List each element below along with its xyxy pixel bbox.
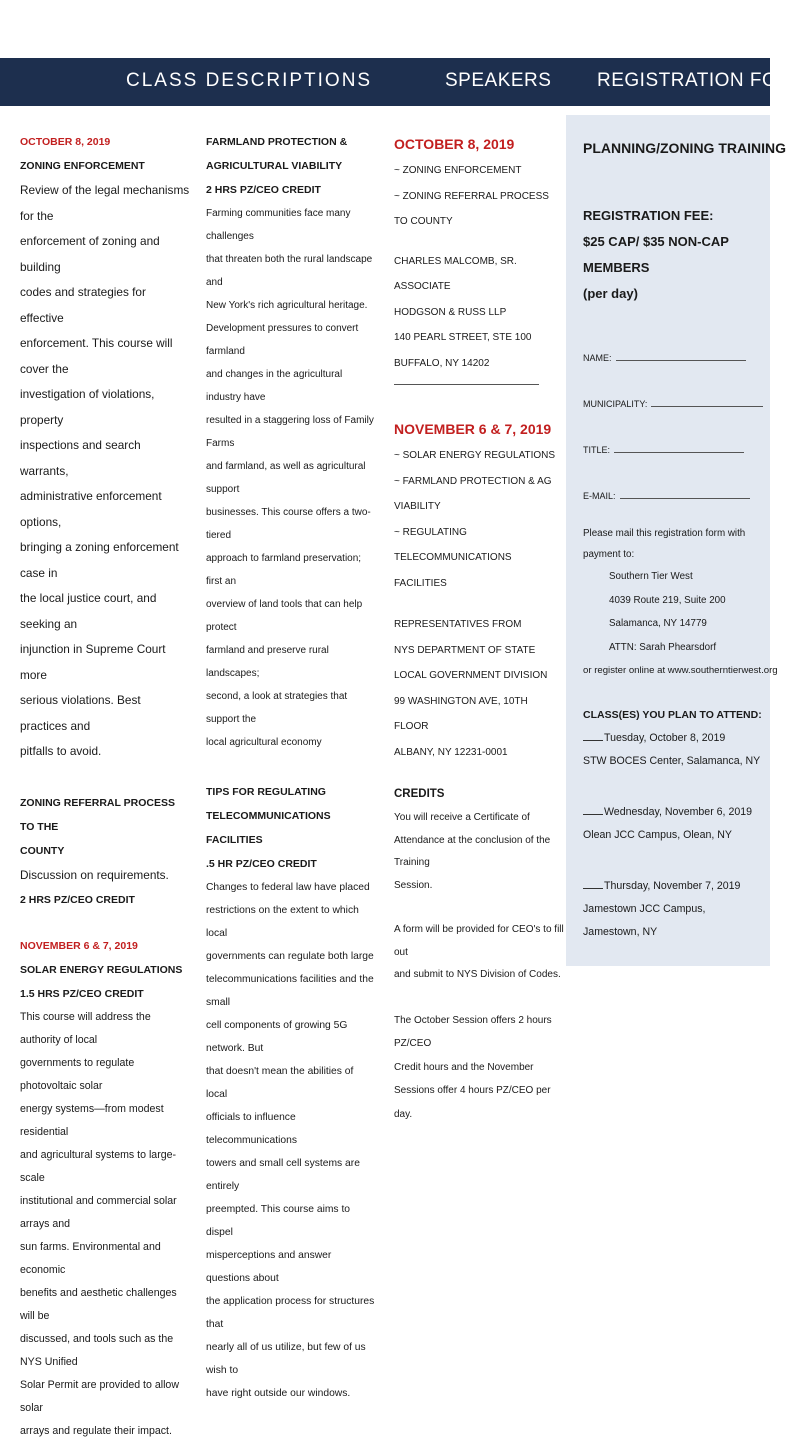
class-descriptions-heading: CLASS DESCRIPTIONS — [126, 70, 373, 91]
speakers-november-topics: ~ SOLAR ENERGY REGULATIONS ~ FARMLAND PROTECTION & AG VIABILITY ~ REGULATING TELECOMMUNICATIONS FACILITIES — [394, 450, 556, 589]
session-option-nov-7[interactable] — [583, 875, 763, 944]
speakers-heading: SPEAKERS — [445, 70, 552, 91]
session-option-nov-6[interactable] — [583, 801, 763, 847]
credits-hours-text: The October Session offers 2 hours PZ/CEO Credit hours and the November Sessions offer 4 hours PZ/CEO per day. — [394, 1014, 552, 1120]
speaker-november-contact: REPRESENTATIVES FROM NYS DEPARTMENT OF STATE LOCAL GOVERNMENT DIVISION 99 WASHINGTON AVE, 10TH FLOOR ALBANY, NY 12231-0001 — [394, 619, 548, 758]
telecom-credit: .5 HR PZ/CEO CREDIT — [206, 858, 317, 870]
solar-energy-credit: 1.5 HRS PZ/CEO CREDIT — [20, 988, 144, 1000]
session-option-oct-8[interactable] — [583, 727, 763, 773]
zoning-enforcement-title: ZONING ENFORCEMENT — [20, 160, 145, 172]
zoning-referral-title: ZONING REFERRAL PROCESS TO THE COUNTY — [20, 796, 175, 857]
registration-form-column — [583, 133, 786, 944]
farmland-protection-description: Farming communities face many challenges that threaten both the rural landscape and New York's rich agricultural heritage. Development pressures to convert farmland and changes in the agricultural industry have resulted in a staggering loss of Family Farms and farmland, as well as agricultural support businesses. This course offers a two-tiered approach to farmland preservation; first an overview of land tools that can help protect farmland and preserve rural landscapes; second, a look at strategies that support the local agricultural economy — [206, 208, 374, 748]
title-field[interactable] — [583, 413, 763, 459]
session-checkbox-line[interactable] — [583, 888, 603, 889]
session-checkbox-line[interactable] — [583, 740, 603, 741]
name-field[interactable] — [583, 321, 763, 367]
solar-energy-title: SOLAR ENERGY REGULATIONS — [20, 964, 183, 976]
registration-form-heading: REGISTRATION FORM — [597, 70, 808, 91]
title-field-label: TITLE: — [583, 445, 611, 455]
classes-attend-heading: CLASS(ES) YOU PLAN TO ATTEND: — [583, 708, 762, 721]
session-location: Olean JCC Campus, Olean, NY — [583, 828, 732, 841]
class-descriptions-column-1 — [20, 130, 190, 1443]
session-date: Wednesday, November 6, 2019 — [604, 805, 753, 818]
session-location: Jamestown JCC Campus, Jamestown, NY — [583, 902, 706, 938]
speakers-october-date: OCTOBER 8, 2019 — [394, 136, 515, 152]
municipality-field-label: MUNICIPALITY: — [583, 399, 648, 409]
online-registration: or register online at www.southerntierwest.org — [583, 665, 778, 676]
municipality-field-line[interactable] — [651, 406, 763, 407]
solar-energy-description: This course will address the authority of local governments to regulate photovoltaic solar energy systems—from modest residential and agricultural systems to large-scale institutional and commercial solar arrays and sun farms. Environmental and economic benefits and aesthetic challenges will be discussed, and tools such as the NYS Unified Solar Permit are provided to allow solar arrays and regulate their impact. — [20, 1011, 179, 1437]
speakers-column — [394, 130, 564, 1126]
session-checkbox-line[interactable] — [583, 814, 603, 815]
name-field-line[interactable] — [616, 360, 746, 361]
session-date: Thursday, November 7, 2019 — [604, 879, 741, 892]
november-date-heading: NOVEMBER 6 & 7, 2019 — [20, 940, 138, 952]
title-field-line[interactable] — [614, 452, 744, 453]
credits-certificate-text: You will receive a Certificate of Attendance at the conclusion of the Training Session. — [394, 812, 551, 891]
registration-title: PLANNING/ZONING TRAINING — [583, 140, 786, 156]
mail-address: Southern Tier West 4039 Route 219, Suite 200 Salamanca, NY 14779 ATTN: Sarah Phearsdorf — [609, 571, 726, 653]
name-field-label: NAME: — [583, 353, 612, 363]
header-bar — [0, 58, 808, 106]
session-location: STW BOCES Center, Salamanca, NY — [583, 754, 761, 767]
mail-instructions: Please mail this registration form with payment to: — [583, 528, 746, 560]
class-descriptions-column-2 — [206, 130, 376, 1405]
telecom-title: TIPS FOR REGULATING TELECOMMUNICATIONS FACILITIES — [206, 786, 331, 846]
farmland-protection-title: FARMLAND PROTECTION & AGRICULTURAL VIABILITY — [206, 136, 348, 172]
speakers-november-date: NOVEMBER 6 & 7, 2019 — [394, 421, 552, 437]
zoning-enforcement-description: Review of the legal mechanisms for the enforcement of zoning and building codes and strategies for effective enforcement. This course will cover the investigation of violations, property inspections and search warrants, administrative enforcement options, bringing a zoning enforcement case in the local justice court, and seeking an injunction in Supreme Court more serious violations. Best practices and pitfalls to avoid. — [20, 183, 190, 758]
email-field-label: E-MAIL: — [583, 491, 616, 501]
session-date: Tuesday, October 8, 2019 — [604, 731, 726, 744]
speakers-divider — [394, 384, 539, 385]
october-date-heading: OCTOBER 8, 2019 — [20, 136, 111, 148]
credits-form-text: A form will be provided for CEO's to fill out and submit to NYS Division of Codes. — [394, 924, 564, 980]
zoning-referral-credit: 2 HRS PZ/CEO CREDIT — [20, 894, 135, 906]
email-field[interactable] — [583, 459, 763, 505]
speaker-october-contact: CHARLES MALCOMB, SR. ASSOCIATE HODGSON & RUSS LLP 140 PEARL STREET, STE 100 BUFFALO, NY 14202 — [394, 255, 532, 369]
email-field-line[interactable] — [620, 498, 750, 499]
zoning-referral-description: Discussion on requirements. — [20, 867, 169, 882]
farmland-protection-credit: 2 HRS PZ/CEO CREDIT — [206, 184, 321, 196]
registration-fee: REGISTRATION FEE: $25 CAP/ $35 NON-CAP MEMBERS (per day) — [583, 208, 729, 301]
telecom-description: Changes to federal law have placed restrictions on the extent to which local governments can regulate both large telecommunications facilities and the small cell components of growing 5G network. But that doesn't mean the abilities of local officials to influence telecommunications towers and small cell systems are entirely preempted. This course aims to dispel misperceptions and answer questions about the application process for structures that nearly all of us utilize, but few of us wish to have right outside our windows. — [206, 882, 375, 1399]
credits-heading: CREDITS — [394, 788, 445, 800]
municipality-field[interactable] — [583, 367, 763, 413]
speakers-october-topics: ~ ZONING ENFORCEMENT ~ ZONING REFERRAL PROCESS TO COUNTY — [394, 165, 549, 227]
